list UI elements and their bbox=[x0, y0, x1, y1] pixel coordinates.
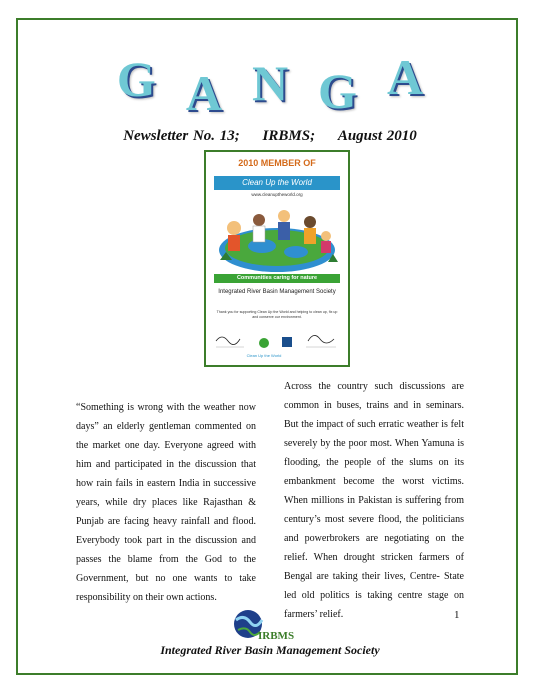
masthead-letter: A bbox=[386, 49, 424, 105]
cuw-logo-text: Clean Up the World bbox=[246, 353, 282, 358]
poster-thanks: Thank you for supporting Clean Up the World and helping to clean up, fix up and conserve our environment. bbox=[216, 310, 338, 319]
river-globe-icon bbox=[232, 608, 272, 648]
issue-line bbox=[0, 128, 540, 145]
poster-signatures bbox=[212, 327, 342, 361]
masthead-title bbox=[0, 49, 540, 121]
globe-illustration bbox=[214, 198, 340, 274]
irbms-logo bbox=[232, 608, 296, 648]
issue-org: IRBMS; bbox=[262, 128, 316, 144]
masthead-letter: G bbox=[116, 51, 156, 107]
article-column-left: “Something is wrong with the weather now days” an elderly gentleman commented on the market one day. Everyone agreed with him and participated in the discussion that how rain fails in eastern India in successive years, while dry places like Rajasthan & Punjab are facing heavy rainfall and flood. Everybody took part in the discussion and passes the blame from the God to the Government, but no one wants to take responsibility on their own actions. bbox=[76, 402, 256, 603]
poster-url: www.cleanuptheworld.org bbox=[251, 192, 303, 197]
poster-heading: 2010 MEMBER OF bbox=[238, 158, 316, 168]
issue-date: August 2010 bbox=[337, 128, 417, 144]
footer-organisation: Integrated River Basin Management Society bbox=[160, 643, 380, 657]
poster-banner: Clean Up the World bbox=[214, 176, 340, 190]
poster-slogan: Communities caring for nature bbox=[214, 274, 340, 283]
irbms-logo-text: IRBMS bbox=[258, 630, 295, 642]
poster-organisation: Integrated River Basin Management Society bbox=[218, 289, 336, 295]
article-column-right: Across the country such discussions are common in buses, trains and in seminars. But the impact of such erratic weather is felt severely by the poor most. When Yamuna is flooding, the people of the slums on its embankment become the worst victims. When millions in Pakistan is suffering from century’s most severe flood, the politicians and powerbrokers are negotiating on the relief. When drought stricken farmers of Bengal are taking their lives, Centre- State led old politics is taking centre stage on farmers’ relief. bbox=[284, 381, 464, 620]
membership-poster bbox=[204, 150, 350, 367]
masthead-letter: A bbox=[185, 65, 222, 121]
masthead-letter: N bbox=[251, 55, 289, 111]
page-number: 1 bbox=[454, 609, 460, 621]
issue-number: Newsletter No. 13; bbox=[123, 128, 240, 144]
masthead-letter: G bbox=[318, 63, 357, 119]
